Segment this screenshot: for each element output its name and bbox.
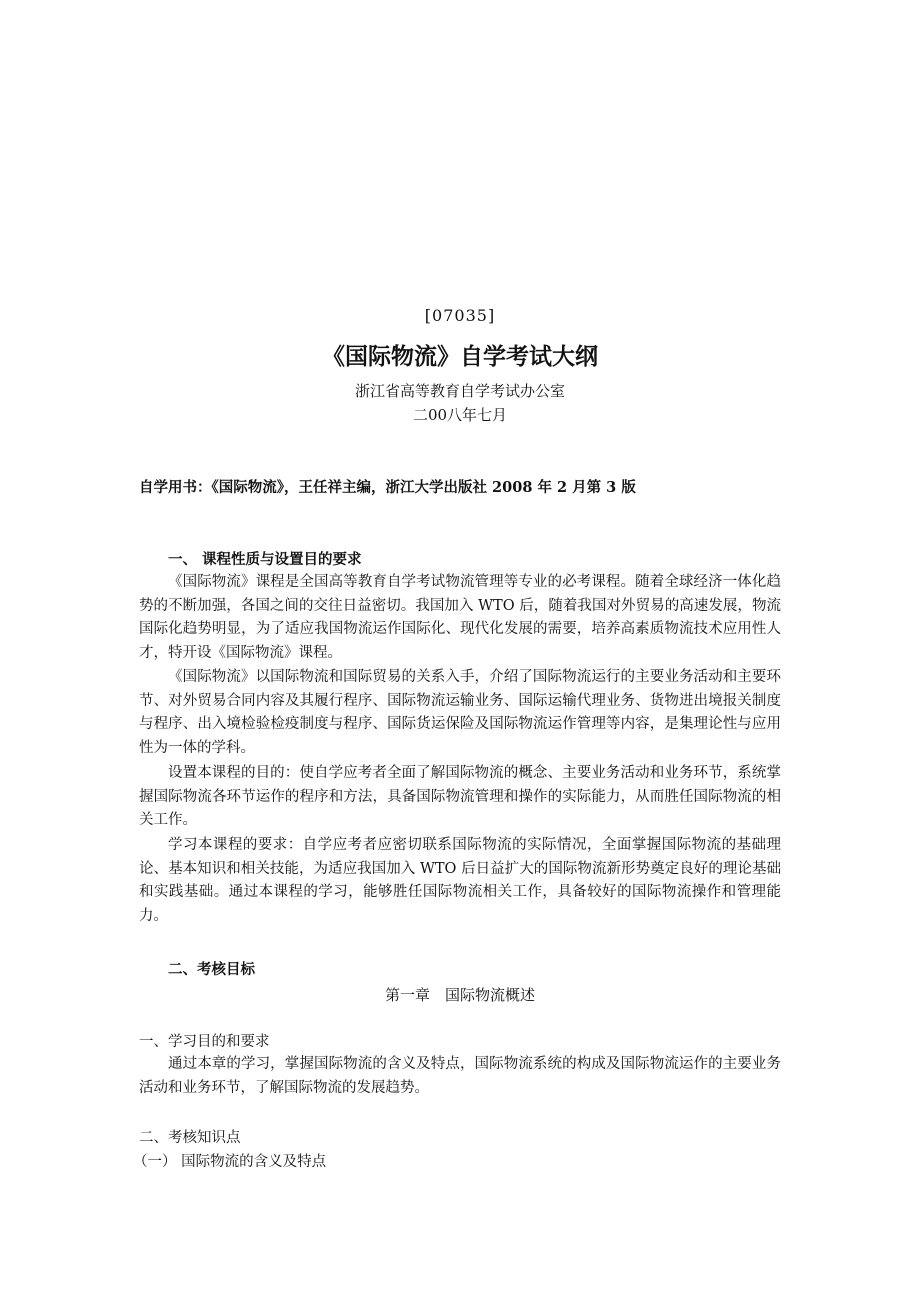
subheading-knowledge-points: 二、考核知识点 <box>139 1130 241 1146</box>
textbook-line: 自学用书：《国际物流》，王任祥主编，浙江大学出版社 2008 年 2 月第 3 版 <box>139 479 636 496</box>
section-heading-2: 二、考核目标 <box>168 961 255 978</box>
course-code: [07035] <box>424 306 496 325</box>
issuing-office: 浙江省高等教育自学考试办公室 <box>354 382 565 400</box>
chapter-title: 第一章 国际物流概述 <box>384 986 535 1004</box>
document-title: 《国际物流》自学考试大纲 <box>322 343 598 370</box>
paragraph-learning-goals: 通过本章的学习，掌握国际物流的含义及特点，国际物流系统的构成及国际物流运作的主要业务活动和业务环节，了解国际物流的发展趋势。 <box>139 1056 781 1096</box>
subheading-learning-goals: 一、学习目的和要求 <box>139 1034 270 1050</box>
issue-date: 二00八年七月 <box>412 406 508 424</box>
paragraph-course-content: 《国际物流》以国际物流和国际贸易的关系入手，介绍了国际物流运行的主要业务活动和主要环节、对外贸易合同内容及其履行程序、国际物流运输业务、国际运输代理业务、货物进出境报关制度与程序、出入境检验检疫制度与程序、国际货运保险及国际物流运作管理等内容，是集理论性与应用性为一体的学科。 <box>139 669 781 756</box>
paragraph-course-nature: 《国际物流》课程是全国高等教育自学考试物流管理等专业的必考课程。随着全球经济一体化趋势的不断加强，各国之间的交往日益密切。我国加入 WTO 后，随着我国对外贸易的高速发展，物流国际化趋势明显，为了适应我国物流运作国际化、现代化发展的需要，培养高素质物流技术应用性人才，特开设《国际物流》课程。 <box>139 574 781 661</box>
knowledge-point-item: （一） 国际物流的含义及特点 <box>133 1154 327 1170</box>
section-heading-1: 一、 课程性质与设置目的要求 <box>168 551 362 568</box>
paragraph-course-requirements: 学习本课程的要求：自学应考者应密切联系国际物流的实际情况，全面掌握国际物流的基础理论、基本知识和相关技能，为适应我国加入 WTO 后日益扩大的国际物流新形势奠定良好的理论基础和实践基础。通过本课程的学习，能够胜任国际物流相关工作，具备较好的国际物流操作和管理能力。 <box>139 837 781 924</box>
paragraph-course-purpose: 设置本课程的目的：使自学应考者全面了解国际物流的概念、主要业务活动和业务环节，系统掌握国际物流各环节运作的程序和方法，具备国际物流管理和操作的实际能力，从而胜任国际物流的相关工作。 <box>139 765 781 828</box>
